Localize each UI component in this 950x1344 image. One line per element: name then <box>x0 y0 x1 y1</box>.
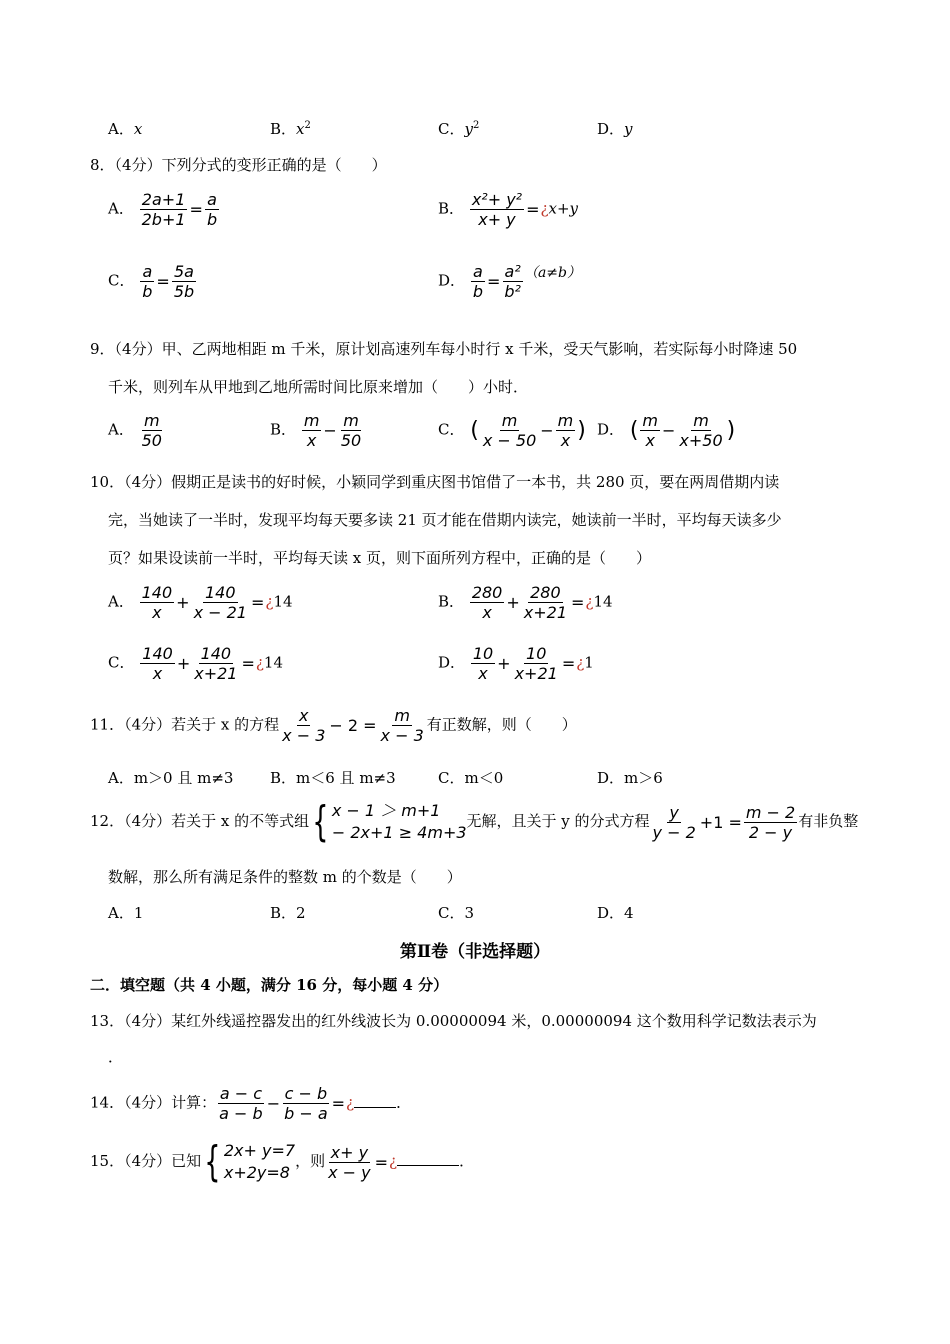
exponent: 2 <box>304 120 311 131</box>
denominator: b <box>142 282 153 301</box>
fraction <box>140 262 154 301</box>
fraction <box>470 583 505 622</box>
denominator: x <box>152 603 162 622</box>
operator: +1 = <box>699 812 742 832</box>
fraction <box>140 644 175 683</box>
fraction <box>280 706 327 745</box>
numerator: m <box>642 411 658 430</box>
option-label: C． <box>108 653 135 672</box>
right-paren: ) <box>577 418 586 443</box>
denominator: 2 − y <box>748 822 793 842</box>
denominator: x − 21 <box>193 603 247 622</box>
equals-sign: = <box>189 200 203 219</box>
fraction <box>471 262 485 301</box>
denominator: x <box>482 603 492 622</box>
glyph-artifact: ¿ <box>576 653 585 672</box>
denominator: x <box>645 431 655 450</box>
q10-stem-line1: 10．（4分）假期正是读书的好时候，小颖同学到重庆图书馆借了一本书，共 280 页，要在两周借期内读 <box>90 473 780 491</box>
q13-stem-line1: 13．（4分）某红外线遥控器发出的红外线波长为 0.00000094 米，0.00000094 这个数用科学记数法表示为 <box>90 1012 817 1030</box>
q9-stem-line2: 千米，则列车从甲地到乙地所需时间比原来增加（ ）小时． <box>108 378 529 396</box>
fraction <box>302 411 322 450</box>
denominator: a − b <box>219 1104 263 1123</box>
option-label: D． <box>438 653 466 672</box>
numerator: 140 <box>142 644 173 663</box>
numerator: m <box>693 411 709 430</box>
fraction <box>339 411 363 450</box>
equals-sign: = <box>156 272 170 291</box>
stem-text: ． <box>459 1152 475 1170</box>
option-label: B． <box>438 592 465 611</box>
option-label: C． <box>438 420 465 439</box>
plus-sign: + <box>506 593 520 612</box>
q10-option-c <box>108 644 283 683</box>
glyph-artifact: ¿ <box>585 592 594 611</box>
fraction <box>172 262 196 301</box>
denominator: 5b <box>173 282 195 301</box>
minus-sign: − <box>662 421 676 440</box>
fraction <box>481 411 538 450</box>
fraction <box>192 583 249 622</box>
denominator: 50 <box>340 431 362 450</box>
q7-option-d <box>597 118 633 139</box>
fraction <box>471 644 495 683</box>
fraction <box>502 262 523 301</box>
numerator: m <box>303 411 320 430</box>
stem-text: 11．（4分）若关于 x 的方程 <box>90 715 280 734</box>
q8-option-d <box>438 262 581 301</box>
exponent: 2 <box>472 120 480 131</box>
q7-option-c <box>438 118 479 139</box>
stem-text: 无解，且关于 y 的分式方程 <box>466 812 650 830</box>
minus-sign: − <box>540 421 554 440</box>
numerator: x²+ y² <box>471 190 523 209</box>
equals-sign: = <box>526 200 540 219</box>
glyph-artifact: ¿ <box>346 1093 355 1112</box>
numerator: 10 <box>472 644 494 663</box>
glyph-artifact: ¿ <box>265 592 274 611</box>
numerator: m <box>343 411 359 430</box>
numerator: a² <box>504 262 521 281</box>
q8-stem: 8．（4分）下列分式的变形正确的是（ ） <box>90 156 387 174</box>
fraction <box>556 411 576 450</box>
fraction <box>205 190 219 229</box>
minus-sign: − <box>323 421 337 440</box>
option-label: B． <box>270 420 297 439</box>
option-label: D． <box>597 420 625 439</box>
q8-option-a <box>108 190 220 229</box>
option-label: B． <box>270 120 297 138</box>
q9-option-c <box>438 411 587 450</box>
numerator: 2a+1 <box>141 190 186 209</box>
rhs-value: 14 <box>263 653 283 672</box>
equals-sign: = <box>250 593 265 612</box>
q11-option-a: A．m＞0 且 m≠3 <box>108 769 234 787</box>
stem-text: 有非负整 <box>798 812 859 830</box>
option-label: C． <box>438 120 465 138</box>
option-label: B． <box>438 199 465 218</box>
stem-text: 15．（4分）已知 <box>90 1152 202 1170</box>
denominator: 2b+1 <box>141 210 186 229</box>
q10-option-a <box>108 583 293 622</box>
numerator: a <box>207 190 217 209</box>
stem-text: ． <box>396 1093 412 1112</box>
denominator: b <box>206 210 218 229</box>
fraction <box>744 803 797 842</box>
q10-stem-line3: 页？如果设读前一半时，平均每天读 x 页，则下面所列方程中，正确的是（ ） <box>108 549 651 567</box>
q12-option-c: C．3 <box>438 904 475 922</box>
part-title: 第Ⅱ卷（非选择题） <box>399 942 551 962</box>
equals-sign: = <box>561 654 576 673</box>
option-value: y <box>624 120 633 138</box>
fraction <box>640 411 660 450</box>
denominator: b − a <box>284 1104 328 1123</box>
fraction <box>140 190 188 229</box>
q12-option-a: A．1 <box>108 904 144 922</box>
option-value: y <box>464 120 473 138</box>
system-line: 2x+ y=7 <box>223 1141 296 1160</box>
denominator: y − 2 <box>652 822 696 842</box>
condition: （a≠b） <box>523 265 581 281</box>
q7-option-a <box>108 118 142 139</box>
q9-option-d <box>597 411 736 450</box>
fraction <box>651 803 698 842</box>
system-line: − 2x+1 ≥ 4m+3 <box>331 823 467 842</box>
q12-stem-line1 <box>90 797 859 846</box>
q15-stem <box>90 1137 475 1186</box>
stem-text: 有正数解，则（ ） <box>426 715 577 734</box>
denominator: x <box>560 431 571 450</box>
fraction <box>522 583 569 622</box>
right-paren: ) <box>726 418 736 443</box>
glyph-artifact: ¿ <box>389 1152 398 1170</box>
inequality-system <box>332 800 467 844</box>
denominator: 50 <box>141 431 162 450</box>
q9-option-b <box>270 411 364 450</box>
numerator: 5a <box>174 262 194 281</box>
q11-option-d: D．m＞6 <box>597 769 663 787</box>
fraction <box>140 411 164 450</box>
numerator: 140 <box>205 583 236 602</box>
glyph-artifact: ¿ <box>540 199 549 218</box>
numerator: x <box>299 706 309 725</box>
q12-option-b: B．2 <box>270 904 306 922</box>
option-label: D． <box>438 271 466 290</box>
q10-stem-line2: 完，当她读了一半时，发现平均每天要多读 21 页才能在借期内读完，她读前一半时，平均每天读多少 <box>108 511 782 529</box>
numerator: a − c <box>219 1084 262 1103</box>
equals-sign: = <box>331 1094 346 1113</box>
q9-stem-line1: 9．（4分）甲、乙两地相距 m 千米，原计划高速列车每小时行 x 千米，受天气影响，若实际每小时降速 50 <box>90 340 798 358</box>
numerator: m <box>394 706 410 725</box>
numerator: m <box>501 411 518 430</box>
rhs-value: 1 <box>584 653 594 672</box>
option-value: x <box>296 120 305 138</box>
fraction <box>326 1143 373 1182</box>
denominator: x+21 <box>194 664 238 683</box>
q7-option-b <box>270 118 311 139</box>
left-paren: ( <box>470 418 479 443</box>
numerator: m − 2 <box>745 802 796 822</box>
equation-system <box>224 1140 295 1184</box>
fraction <box>217 1084 265 1123</box>
denominator: x − 3 <box>380 726 424 745</box>
system-line: x − 1 ＞ m+1 <box>331 801 441 820</box>
numerator: 10 <box>526 644 547 663</box>
rhs-value: 14 <box>593 592 613 611</box>
denominator: x <box>152 664 163 683</box>
stem-text: 12．（4分）若关于 x 的不等式组 <box>90 812 310 830</box>
denominator: x <box>306 431 317 450</box>
option-label: D． <box>597 120 625 138</box>
equals-sign: = <box>571 593 585 612</box>
glyph-artifact: ¿ <box>255 653 264 672</box>
numerator: 140 <box>141 583 173 602</box>
q9-option-a <box>108 411 165 450</box>
plus-sign: + <box>176 593 190 612</box>
numerator: m <box>144 411 160 430</box>
plus-sign: + <box>497 654 511 673</box>
numerator: y <box>669 802 679 822</box>
stem-text: 14．（4分）计算： <box>90 1093 217 1112</box>
q10-option-d <box>438 644 594 683</box>
numerator: 280 <box>530 583 561 602</box>
equals-sign: = <box>486 272 501 291</box>
denominator: x − y <box>328 1162 371 1182</box>
q11-option-b: B．m＜6 且 m≠3 <box>270 769 396 787</box>
q12-option-d: D．4 <box>597 904 634 922</box>
fraction <box>140 583 175 622</box>
section-heading: 二．填空题（共 4 小题，满分 16 分，每小题 4 分） <box>90 976 449 994</box>
q10-option-b <box>438 583 613 622</box>
q13-stem-line2: ． <box>108 1048 124 1066</box>
numerator: c − b <box>284 1084 328 1103</box>
fraction <box>379 706 426 745</box>
answer-blank[interactable] <box>397 1165 459 1166</box>
system-brace: { <box>204 1137 221 1186</box>
rhs-expression: x+y <box>548 199 579 218</box>
equals-sign: = <box>374 1152 389 1172</box>
fraction <box>282 1084 330 1123</box>
option-label: A． <box>108 120 134 138</box>
option-label: A． <box>108 592 134 611</box>
equals-sign: = <box>241 654 255 673</box>
operator: − 2 = <box>329 716 377 735</box>
q12-stem-line2: 数解，那么所有满足条件的整数 m 的个数是（ ） <box>108 868 462 886</box>
denominator: x − 3 <box>282 726 326 745</box>
fraction <box>513 644 560 683</box>
numerator: a <box>472 262 483 281</box>
answer-blank[interactable] <box>354 1107 396 1108</box>
denominator: x+50 <box>679 431 723 450</box>
minus-sign: − <box>266 1094 281 1113</box>
denominator: x − 50 <box>482 431 537 450</box>
system-line: x+2y=8 <box>223 1163 290 1182</box>
system-brace: { <box>312 797 329 846</box>
q14-stem <box>90 1084 411 1123</box>
stem-text: ，则 <box>295 1152 326 1170</box>
denominator: b <box>472 282 483 301</box>
numerator: m <box>557 411 574 430</box>
denominator: x+21 <box>514 664 558 683</box>
numerator: 140 <box>200 644 232 663</box>
denominator: x+ y <box>478 210 516 229</box>
numerator: a <box>142 262 153 281</box>
plus-sign: + <box>176 654 191 673</box>
numerator: x+ y <box>330 1142 369 1162</box>
option-label: C． <box>108 271 135 290</box>
q8-option-b <box>438 190 578 229</box>
fraction <box>470 190 524 229</box>
denominator: x <box>478 664 488 683</box>
rhs-value: 14 <box>273 592 293 611</box>
fraction <box>677 411 724 450</box>
denominator: x+21 <box>523 603 567 622</box>
q11-option-c: C．m＜0 <box>438 769 504 787</box>
option-value: x <box>133 120 143 138</box>
option-label: A． <box>108 420 134 439</box>
numerator: 280 <box>471 583 503 602</box>
denominator: b² <box>504 282 521 301</box>
q8-option-c <box>108 262 197 301</box>
q11-stem <box>90 706 577 745</box>
option-label: A． <box>108 199 134 218</box>
fraction <box>192 644 239 683</box>
left-paren: ( <box>629 418 639 443</box>
